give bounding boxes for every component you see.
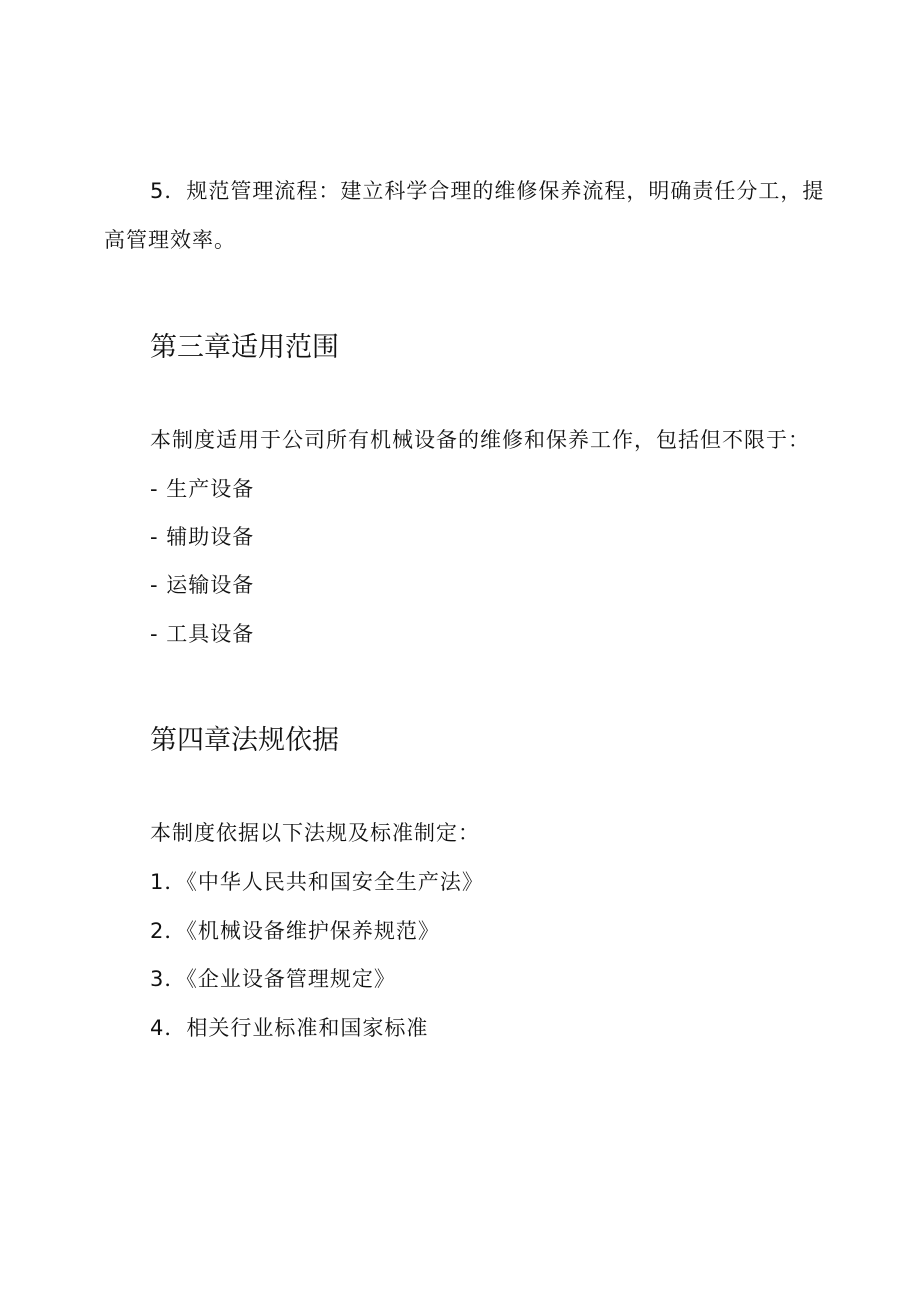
list-item: - 生产设备 [150,477,255,501]
item-5-line-1: 5．规范管理流程：建立科学合理的维修保养流程，明确责任分工，提 [150,179,825,203]
item-5-line-2: 高管理效率。 [104,228,236,252]
list-item: 4．相关行业标准和国家标准 [150,1016,429,1040]
list-item: 1．《中华人民共和国安全生产法》 [150,870,484,894]
list-item: - 辅助设备 [150,525,255,549]
list-item: 3．《企业设备管理规定》 [150,967,396,991]
list-item: 2．《机械设备维护保养规范》 [150,919,440,943]
chapter-3-title: 第三章适用范围 [150,332,339,363]
chapter-4-title: 第四章法规依据 [150,725,339,756]
list-item: - 工具设备 [150,622,255,646]
list-item: - 运输设备 [150,573,255,597]
chapter-3-intro: 本制度适用于公司所有机械设备的维修和保养工作，包括但不限于： [150,428,810,452]
chapter-4-intro: 本制度依据以下法规及标准制定： [150,821,480,845]
